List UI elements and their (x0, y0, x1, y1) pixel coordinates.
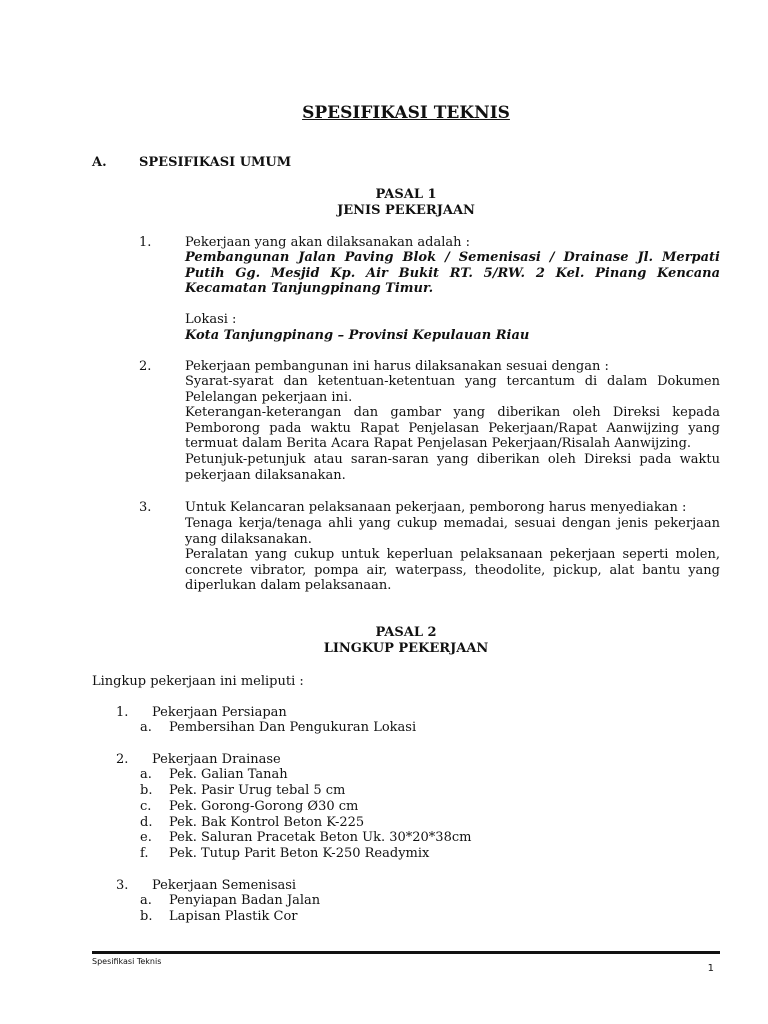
list-item-letter: b. (140, 909, 153, 924)
item-paragraph: Peralatan yang cukup untuk keperluan pelaksanaan pekerjaan seperti molen, concrete vibrator, pompa air, waterpass, theodolite, pickup, alat bantu yang diperlukan dalam pelaksanaan. (185, 547, 720, 593)
location-value: Kota Tanjungpinang – Provinsi Kepulauan Riau (185, 328, 530, 343)
list-item-letter: b. (140, 783, 153, 798)
list-item-letter: c. (140, 799, 152, 814)
list-item: Pek. Tutup Parit Beton K-250 Readymix (169, 846, 430, 861)
pasal-2-subheading: LINGKUP PEKERJAAN (323, 641, 489, 656)
list-item-letter: d. (140, 815, 153, 830)
group-number: 3. (116, 878, 129, 893)
pasal-1-heading: PASAL 1 (375, 187, 437, 202)
list-item: Pek. Saluran Pracetak Beton Uk. 30*20*38cm (169, 830, 472, 845)
list-item: Pembersihan Dan Pengukuran Lokasi (169, 720, 417, 735)
location-label: Lokasi : (185, 312, 237, 327)
group-label: Pekerjaan Persiapan (152, 705, 287, 720)
list-item-letter: a. (140, 767, 152, 782)
item-paragraph: Keterangan-keterangan dan gambar yang diberikan oleh Direksi kepada Pemborong pada waktu Rapat Penjelasan Pekerjaan/Rapat Aanwijzing yang termuat dalam Berita Acara Rapat Penjelasan Pekerjaan/Risalah Aanwijzing. (185, 405, 720, 451)
item-paragraph: Petunjuk-petunjuk atau saran-saran yang diberikan oleh Direksi pada waktu pekerjaan dilaksanakan. (185, 452, 720, 483)
pasal-1-subheading: JENIS PEKERJAAN (337, 203, 475, 218)
list-item: Pek. Galian Tanah (169, 767, 288, 782)
item-intro: Pekerjaan pembangunan ini harus dilaksanakan sesuai dengan : (185, 359, 609, 374)
list-item: Pek. Bak Kontrol Beton K-225 (169, 815, 365, 830)
item-intro: Pekerjaan yang akan dilaksanakan adalah : (185, 235, 471, 250)
pasal-2-heading: PASAL 2 (375, 625, 437, 640)
footer-label: Spesifikasi Teknis (92, 957, 162, 966)
list-item-letter: a. (140, 720, 152, 735)
group-label: Pekerjaan Semenisasi (152, 878, 297, 893)
group-number: 1. (116, 705, 129, 720)
list-item: Penyiapan Badan Jalan (169, 893, 321, 908)
item-number: 2. (139, 359, 152, 374)
list-item-letter: f. (140, 846, 149, 861)
page-title: SPESIFIKASI TEKNIS (302, 103, 510, 123)
scope-intro: Lingkup pekerjaan ini meliputi : (92, 674, 304, 689)
list-item: Lapisan Plastik Cor (169, 909, 298, 924)
list-item: Pek. Pasir Urug tebal 5 cm (169, 783, 346, 798)
item-paragraph: Syarat-syarat dan ketentuan-ketentuan yang tercantum di dalam Dokumen Pelelangan pekerjaan ini. (185, 374, 720, 405)
list-item: Pek. Gorong-Gorong Ø30 cm (169, 799, 359, 814)
item-number: 1. (139, 235, 152, 250)
project-name: Pembangunan Jalan Paving Blok / Semenisasi / Drainase Jl. Merpati Putih Gg. Mesjid Kp. Air Bukit RT. 5/RW. 2 Kel. Pinang Kencana Kecamatan Tanjungpinang Timur. (185, 250, 720, 296)
item-paragraph: Tenaga kerja/tenaga ahli yang cukup memadai, sesuai dengan jenis pekerjaan yang dilaksanakan. (185, 516, 720, 547)
group-label: Pekerjaan Drainase (152, 752, 281, 767)
item-intro: Untuk Kelancaran pelaksanaan pekerjaan, pemborong harus menyediakan : (185, 500, 687, 515)
item-number: 3. (139, 500, 152, 515)
list-item-letter: a. (140, 893, 152, 908)
page-number: 1 (707, 963, 714, 974)
section-number: A. (92, 155, 107, 170)
footer-divider (92, 951, 720, 954)
section-title: SPESIFIKASI UMUM (139, 155, 292, 170)
list-item-letter: e. (140, 830, 152, 845)
group-number: 2. (116, 752, 129, 767)
